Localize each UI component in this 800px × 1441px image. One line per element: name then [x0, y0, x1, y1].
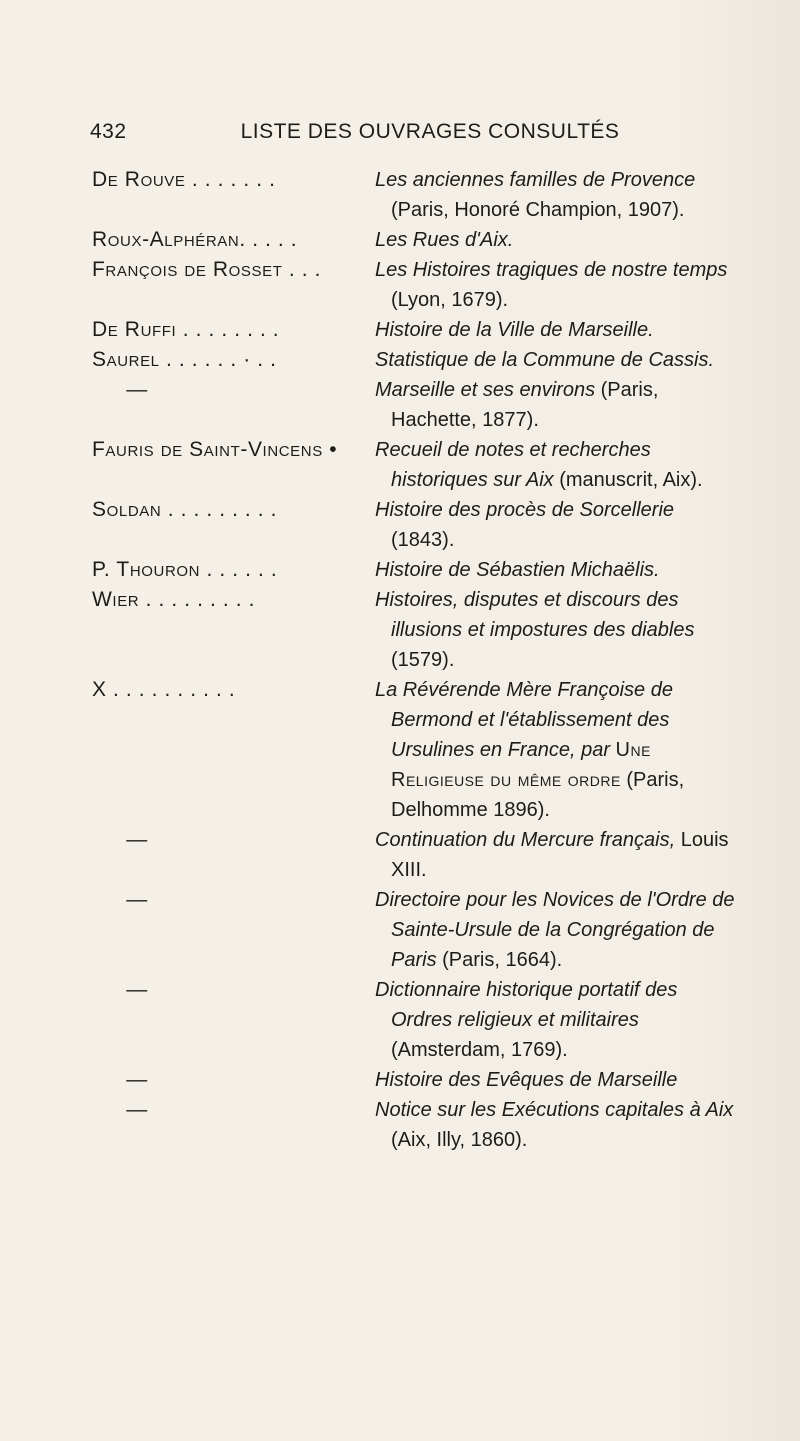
bibliography-entry	[92, 1065, 742, 1095]
entry-author: Fauris de Saint-Vincens •	[92, 438, 338, 461]
entry-credited-author: Une Religieuse du même ordre	[391, 739, 651, 791]
entry-work	[375, 975, 742, 1065]
entry-title: Histoires, disputes et discours des illusions et impostures des diables	[375, 589, 695, 641]
entry-author	[92, 1095, 375, 1125]
entry-author: X . . . . . . . . . .	[92, 678, 236, 701]
bibliography-entry	[92, 675, 742, 825]
entry-work	[375, 495, 742, 555]
ditto-dash: —	[126, 828, 148, 851]
entry-author: Roux-Alphéran. . . . .	[92, 228, 298, 251]
entry-work	[375, 165, 742, 225]
bibliography-entry	[92, 165, 742, 225]
bibliography-entry	[92, 315, 742, 345]
entry-title: Continuation du Mercure français,	[375, 829, 676, 851]
entry-title: Les Rues d'Aix.	[375, 229, 514, 251]
entry-work	[375, 555, 742, 585]
entry-title: Histoire des procès de Sorcellerie	[375, 499, 675, 521]
entry-author: François de Rosset . . .	[92, 258, 322, 281]
bibliography-entry	[92, 375, 742, 435]
entry-publication: (Lyon, 1679).	[391, 289, 509, 311]
entry-work	[375, 435, 742, 495]
entry-title: Directoire pour les Novices de l'Ordre de Sainte-Ursule de la Congrégation de Paris	[375, 889, 735, 971]
entry-publication: (Paris, Hachette, 1877).	[391, 379, 659, 431]
ditto-dash: —	[126, 1068, 148, 1091]
entry-title: Les anciennes familles de Provence	[375, 169, 696, 191]
entry-work	[375, 315, 742, 345]
entry-publication: (Paris, 1664).	[436, 949, 563, 971]
entry-author: P. Thouron . . . . . .	[92, 558, 278, 581]
page-number: 432	[90, 120, 127, 143]
entry-author	[92, 825, 375, 855]
entry-work	[375, 375, 742, 435]
bibliography-entry	[92, 885, 742, 975]
entry-publication: (1843).	[391, 529, 455, 551]
entry-work	[375, 825, 742, 885]
entry-work	[375, 675, 742, 825]
entry-author: De Rouve . . . . . . .	[92, 168, 276, 191]
entry-work	[375, 585, 742, 675]
entry-author: Saurel . . . . . . · . .	[92, 348, 277, 371]
entry-title: Histoire de Sébastien Michaëlis.	[375, 559, 660, 581]
entry-work	[375, 225, 742, 255]
entry-title: Marseille et ses environs	[375, 379, 596, 401]
bibliography-entry	[92, 435, 742, 495]
entry-title: Histoire des Evêques de Marseille	[375, 1069, 678, 1091]
bibliography-entry	[92, 975, 742, 1065]
entry-author	[92, 1065, 375, 1095]
bibliography-entry	[92, 345, 742, 375]
entry-work	[375, 1095, 742, 1155]
entry-title: Statistique de la Commune de Cassis.	[375, 349, 715, 371]
entry-title: Notice sur les Exécutions capitales à Aix	[375, 1099, 734, 1121]
running-head: LISTE DES OUVRAGES CONSULTÉS	[240, 120, 620, 143]
bibliography-entry	[92, 555, 742, 585]
bibliography-entry	[92, 255, 742, 315]
bibliography-entry	[92, 225, 742, 255]
bibliography-entry	[92, 585, 742, 675]
entry-work	[375, 255, 742, 315]
entry-work	[375, 345, 742, 375]
entry-author: Soldan . . . . . . . . .	[92, 498, 278, 521]
entry-author	[92, 375, 375, 405]
entry-publication: (Aix, Illy, 1860).	[391, 1129, 528, 1151]
ditto-dash: —	[126, 978, 148, 1001]
bibliography-entry	[92, 1095, 742, 1155]
ditto-dash: —	[126, 1098, 148, 1121]
entry-author	[92, 885, 375, 915]
entry-title: La Révérende Mère Françoise de Bermond et l'établissement des Ursulines en France, par	[375, 679, 673, 761]
bibliography-entry	[92, 825, 742, 885]
entry-title: Les Histoires tragiques de nostre temps	[375, 259, 728, 281]
entry-title: Recueil de notes et recherches historiques sur Aix	[375, 439, 651, 491]
entry-title: Dictionnaire historique portatif des Ordres religieux et militaires	[375, 979, 678, 1031]
entry-publication: (1579).	[391, 649, 455, 671]
ditto-dash: —	[126, 378, 148, 401]
bibliography-list	[92, 165, 742, 1155]
entry-publication: Louis XIII.	[391, 829, 729, 881]
ditto-dash: —	[126, 888, 148, 911]
entry-publication: (Amsterdam, 1769).	[391, 1039, 568, 1061]
entry-work	[375, 1065, 742, 1095]
entry-author: De Ruffi . . . . . . . .	[92, 318, 280, 341]
entry-publication: (Paris, Honoré Champion, 1907).	[391, 199, 685, 221]
entry-work	[375, 885, 742, 975]
entry-title: Histoire de la Ville de Marseille.	[375, 319, 654, 341]
entry-publication: (manuscrit, Aix).	[553, 469, 703, 491]
entry-author	[92, 975, 375, 1005]
bibliography-entry	[92, 495, 742, 555]
entry-author: Wier . . . . . . . . .	[92, 588, 256, 611]
entry-publication: (Paris, Delhomme 1896).	[391, 769, 685, 821]
page-header	[90, 120, 730, 150]
